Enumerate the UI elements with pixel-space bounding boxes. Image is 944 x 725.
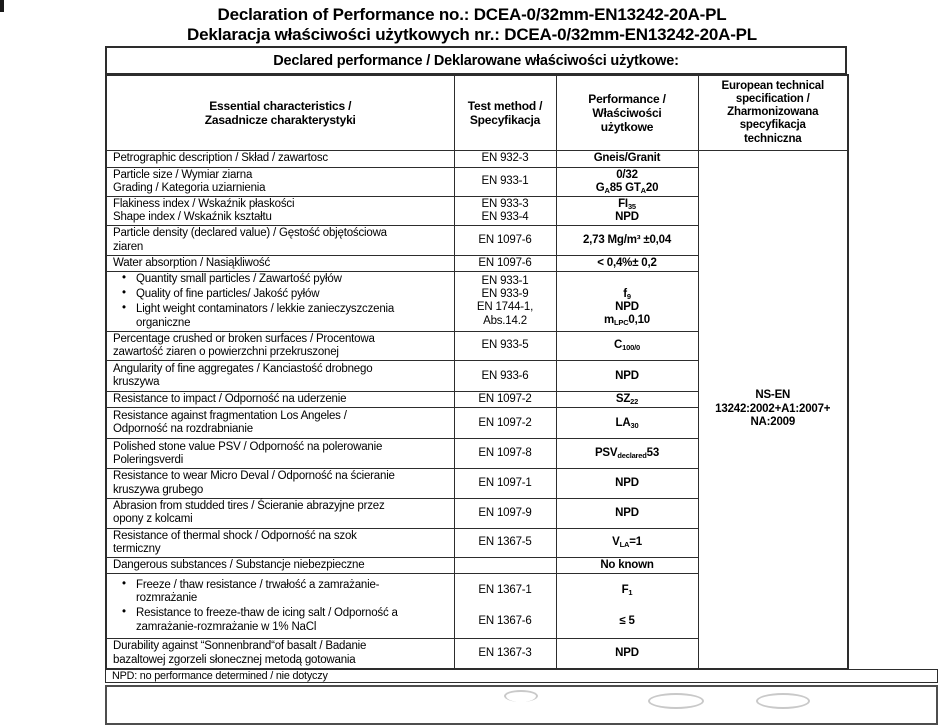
performance-stack (557, 536, 698, 549)
method-line: EN 933-3 (481, 197, 529, 210)
characteristic-cell (106, 574, 454, 639)
test-method-cell (454, 528, 556, 557)
specification-line: 13242:2002+A1:2007+ (715, 402, 831, 415)
header-line: użytkowe (600, 119, 654, 134)
test-method-cell (454, 271, 556, 331)
method-stack (455, 152, 556, 165)
text-line: Particle size / Wymiar ziarna (113, 168, 253, 181)
text-line: Odporność na rozdrabnianie (113, 423, 253, 436)
text-line: Resistance to wear Micro Deval / Odporność na ścieranie (113, 470, 395, 483)
performance-stack (557, 169, 698, 195)
text-line: Petrographic description / Skład / zawartosc (113, 151, 328, 164)
test-method-cell (454, 558, 556, 574)
specification-line: NA:2009 (750, 415, 796, 428)
text-line: Percentage crushed or broken surfaces / Procentowa (113, 332, 375, 345)
npd-footnote: NPD: no performance determined / nie dotyczy (105, 669, 938, 683)
performance-stack (557, 234, 698, 247)
performance-cell (556, 331, 698, 360)
method-stack (455, 275, 556, 328)
performance-value: $FI_{35}$ (618, 197, 636, 211)
method-line: EN 1367-3 (478, 646, 532, 659)
method-stack (455, 417, 556, 430)
performance-value: NPD (615, 211, 639, 224)
method-line: EN 1097-1 (478, 476, 532, 489)
method-stack (455, 175, 556, 188)
characteristic-cell (106, 331, 454, 360)
test-method-cell (454, 408, 556, 439)
method-line: EN 1367-5 (478, 536, 532, 549)
performance-value: No known (600, 559, 654, 572)
watermark-mark (504, 690, 538, 702)
test-method-cell (454, 469, 556, 498)
header-line: Essential characteristics / (209, 98, 352, 113)
document-title (0, 0, 944, 44)
text-line: Grading / Kategoria uziarnienia (113, 181, 266, 194)
performance-cell (556, 639, 698, 669)
test-method-cell (454, 167, 556, 196)
method-line: EN 933-5 (481, 339, 529, 352)
method-line: EN 1097-8 (478, 447, 532, 460)
performance-cell (556, 528, 698, 557)
text-line: termiczny (113, 542, 161, 555)
text-line: Flakiness index / Wskaźnik płaskości (113, 197, 295, 210)
performance-value: NPD (615, 300, 639, 313)
test-method-cell (454, 574, 556, 639)
performance-value: NPD (615, 369, 639, 382)
performance-value: $f_9$ (623, 287, 631, 301)
performance-stack (557, 198, 698, 224)
text-line: Durability against “Sonnenbrand“of basalt / Badanie (113, 640, 367, 653)
method-line: EN 1097-6 (478, 256, 532, 269)
performance-cell (556, 392, 698, 408)
text-line: Dangerous substances / Substancje niebezpieczne (113, 559, 365, 572)
performance-stack (557, 477, 698, 490)
header-line: specification / (735, 92, 810, 105)
test-method-cell (454, 639, 556, 669)
performance-stack (557, 276, 698, 328)
performance-value: $m_{LPC}0,10$ (603, 313, 651, 327)
header-line: Specyfikacja (469, 112, 541, 127)
characteristic-cell (106, 469, 454, 498)
performance-cell (556, 196, 698, 225)
performance-value: $SZ_{22}$ (615, 393, 639, 407)
text-line: • Light weight contaminators / lekkie zanieczyszczenia (136, 303, 395, 316)
declared-performance-header: Declared performance / Deklarowane właściwości użytkowe: (105, 46, 847, 75)
title-line-en: Declaration of Performance no.: DCEA-0/32mm-EN13242-20A-PL (217, 5, 727, 24)
performance-value: $LA_{30}$ (615, 416, 639, 430)
test-method-cell (454, 498, 556, 528)
method-line: EN 933-4 (481, 211, 529, 224)
characteristic-cell (106, 226, 454, 255)
method-line: EN 1097-6 (478, 233, 532, 246)
watermark-mark (756, 693, 810, 709)
method-line: EN 1097-2 (478, 416, 532, 429)
performance-stack (557, 152, 698, 165)
method-line: EN 1744-1, (476, 301, 534, 314)
header-line: Właściwości (592, 105, 662, 120)
header-line: Performance / (588, 91, 666, 106)
test-method-cell (454, 361, 556, 392)
method-line: EN 1097-9 (478, 506, 532, 519)
performance-stack (557, 393, 698, 406)
bullet-item (113, 579, 450, 605)
text-line: rozmrażanie (136, 592, 198, 605)
performance-stack (557, 559, 698, 572)
specification-line: NS-EN (755, 389, 791, 402)
performance-value: Gneis/Granit (593, 151, 661, 164)
characteristic-cell (106, 361, 454, 392)
watermark-mark (648, 693, 704, 709)
performance-cell (556, 408, 698, 439)
test-method-cell (454, 255, 556, 271)
header-line: techniczna (744, 132, 802, 145)
characteristic-cell (106, 408, 454, 439)
method-stack (455, 339, 556, 352)
text-line: Resistance of thermal shock / Odporność na szok (113, 529, 357, 542)
characteristic-cell (106, 196, 454, 225)
performance-value: 0/32 (616, 168, 638, 181)
characteristic-cell (106, 639, 454, 669)
characteristic-cell (106, 558, 454, 574)
bullet-item (113, 288, 450, 301)
method-stack (455, 507, 556, 520)
text-line: kruszywa (113, 376, 160, 389)
header-line: specyfikacja (739, 119, 806, 132)
method-stack (455, 536, 556, 549)
header-line: European technical (721, 79, 824, 92)
performance-cell (556, 439, 698, 469)
method-line: EN 933-9 (481, 288, 529, 301)
performance-cell (556, 498, 698, 528)
test-method-cell (454, 150, 556, 167)
performance-cell (556, 167, 698, 196)
performance-value: $PSV_{declared}53$ (594, 447, 660, 461)
performance-stack (557, 339, 698, 352)
text-line: Polished stone value PSV / Odporność na polerowanie (113, 440, 383, 453)
method-stack (455, 647, 556, 660)
characteristic-cell (106, 439, 454, 469)
header-line: Zasadnicze charakterystyki (204, 112, 356, 127)
performance-value: $V_{LA}=1$ (612, 536, 642, 550)
method-stack (455, 477, 556, 490)
performance-stack (557, 507, 698, 520)
performance-stack (557, 647, 698, 660)
characteristic-cell (106, 150, 454, 167)
col-header-characteristics (106, 75, 454, 150)
specification-cell (698, 150, 848, 669)
method-stack (455, 257, 556, 270)
performance-cell (556, 361, 698, 392)
bullet-item (113, 303, 450, 329)
text-line: ziaren (113, 240, 144, 253)
text-line: opony z kolcami (113, 513, 193, 526)
test-method-cell (454, 196, 556, 225)
performance-cell (556, 469, 698, 498)
method-line: EN 933-1 (481, 274, 529, 287)
document-body (105, 46, 847, 725)
header-line: Zharmonizowana (727, 106, 819, 119)
text-line: Poleringsverdi (113, 453, 184, 466)
col-header-specification (698, 75, 848, 150)
method-stack (455, 370, 556, 383)
performance-stack (557, 257, 698, 270)
characteristic-cell (106, 167, 454, 196)
text-line: Angularity of fine aggregates / Kanciastość drobnego (113, 362, 373, 375)
text-line: kruszywa grubego (113, 483, 204, 496)
method-stack (455, 198, 556, 224)
text-line: bazaltowej zgorzeli słonecznej metodą gotowania (113, 653, 356, 666)
performance-cell (556, 271, 698, 331)
performance-cell (556, 558, 698, 574)
test-method-cell (454, 439, 556, 469)
method-line: EN 933-6 (481, 369, 529, 382)
table-header-row (106, 75, 848, 150)
characteristic-cell (106, 271, 454, 331)
text-line: zawartość ziaren o powierzchni przekruszonej (113, 345, 339, 358)
text-line: • Quantity small particles / Zawartość pyłów (136, 272, 342, 285)
title-line-pl: Deklaracja właściwości użytkowych nr.: DCEA-0/32mm-EN13242-20A-PL (187, 24, 757, 44)
performance-cell (556, 226, 698, 255)
characteristic-cell (106, 498, 454, 528)
performance-stack (557, 575, 698, 637)
scan-artifact (0, 0, 4, 12)
performance-value: 2,73 Mg/m³ ±0,04 (582, 233, 672, 246)
performance-value: < 0,4%± 0,2 (597, 256, 657, 269)
method-line: EN 1367-6 (478, 615, 532, 628)
col-header-performance (556, 75, 698, 150)
bullet-item (113, 607, 450, 633)
performance-table (105, 74, 849, 670)
method-line: EN 1097-2 (478, 393, 532, 406)
text-line: Abrasion from studded tires / Ścieranie abrazyjne przez (113, 500, 385, 513)
text-line: Resistance to impact / Odporność na uderzenie (113, 393, 347, 406)
performance-stack (557, 417, 698, 430)
performance-cell (556, 150, 698, 167)
performance-value: NPD (615, 476, 639, 489)
characteristic-cell (106, 528, 454, 557)
performance-cell (556, 574, 698, 639)
performance-stack (557, 370, 698, 383)
performance-value: $G_A85$ $GT_A20$ (595, 181, 659, 195)
bullet-item (113, 273, 450, 286)
method-stack (455, 393, 556, 406)
method-line: EN 1367-1 (478, 584, 532, 597)
text-line: Resistance against fragmentation Los Angeles / (113, 410, 347, 423)
characteristic-cell (106, 392, 454, 408)
text-line: • Freeze / thaw resistance / trwałość a zamrażanie- (136, 578, 380, 591)
performance-value: NPD (615, 646, 639, 659)
performance-value: NPD (615, 506, 639, 519)
method-line: Abs.14.2 (483, 314, 527, 327)
header-line: Test method / (467, 98, 543, 113)
performance-value: $F_1$ (621, 584, 633, 598)
method-line: EN 932-3 (481, 151, 529, 164)
table-row (106, 150, 848, 167)
test-method-cell (454, 392, 556, 408)
text-line: • Quality of fine particles/ Jakość pyłów (136, 288, 320, 301)
text-line: Shape index / Wskaźnik kształtu (113, 211, 272, 224)
performance-cell (556, 255, 698, 271)
text-line: Particle density (declared value) / Gęstość objętościowa (113, 227, 387, 240)
test-method-cell (454, 226, 556, 255)
method-stack (455, 447, 556, 460)
method-line: EN 933-1 (481, 175, 529, 188)
performance-stack (557, 447, 698, 460)
performance-value: $C_{100/0}$ (614, 339, 640, 353)
test-method-cell (454, 331, 556, 360)
performance-value: ≤ 5 (619, 615, 635, 628)
method-stack (455, 234, 556, 247)
text-line: • Resistance to freeze-thaw de icing salt / Odporność a (136, 607, 398, 620)
text-line: Water absorption / Nasiąkliwość (113, 256, 270, 269)
text-line: zamrażanie-rozmrażanie w 1% NaCl (136, 620, 317, 633)
col-header-test-method (454, 75, 556, 150)
method-stack (455, 575, 556, 637)
characteristic-cell (106, 255, 454, 271)
text-line: organiczne (136, 316, 191, 329)
